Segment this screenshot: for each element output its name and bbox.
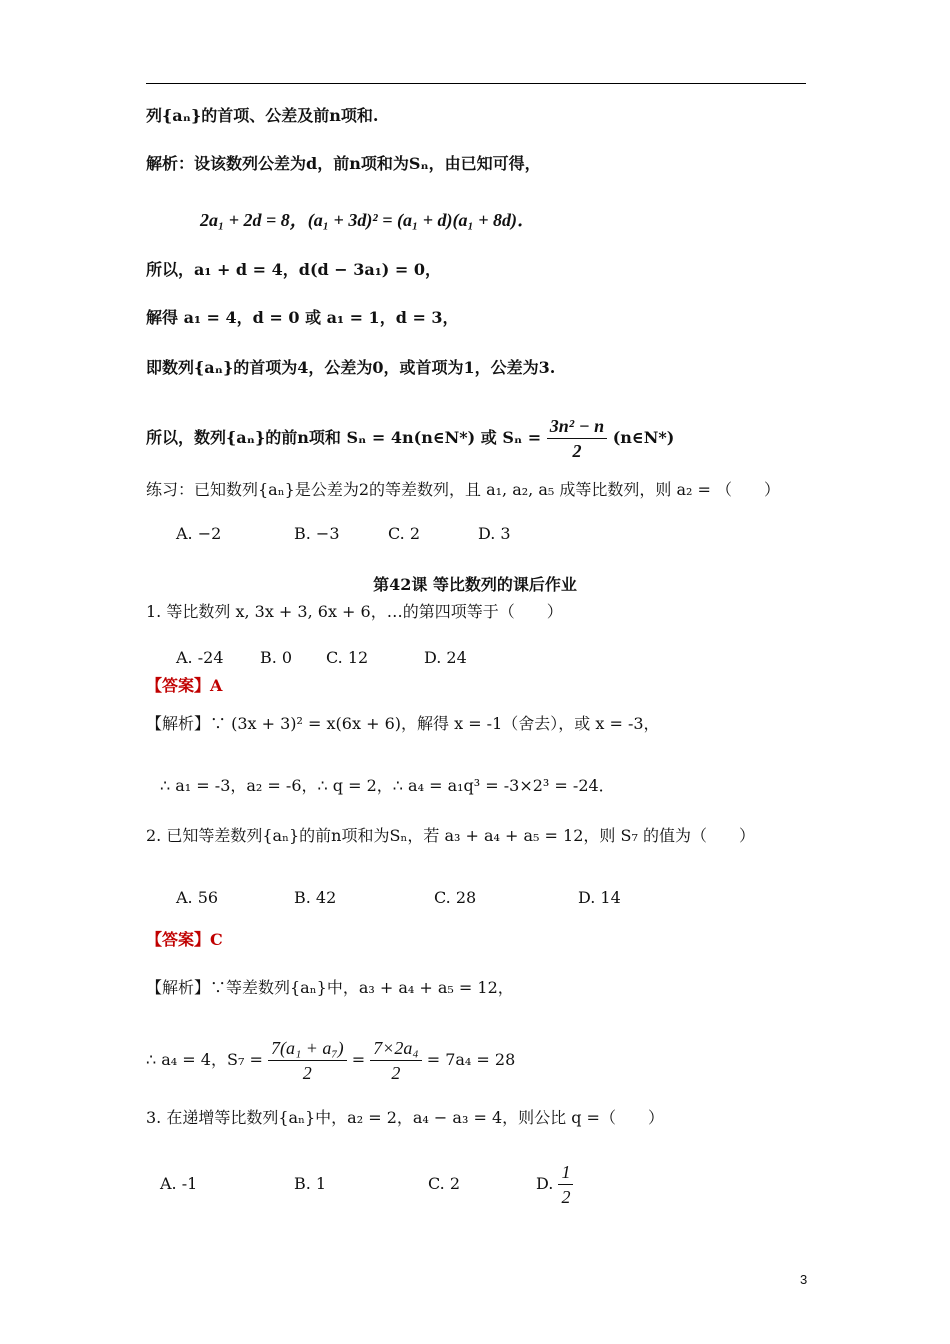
q1-option-d: D. 24 — [424, 648, 467, 667]
equation-1: 2a₁ + 2d = 8，(a₁ + 3d)² = (a₁ + d)(a₁ + 8d)． — [200, 210, 536, 230]
q3-option-d-fraction — [558, 1160, 573, 1209]
practice-option-a: A. −2 — [176, 524, 222, 543]
practice-option-b: B. −3 — [294, 524, 340, 543]
q2-fraction-1 — [268, 1036, 347, 1085]
practice-question: 练习：已知数列{aₙ}是公差为2的等差数列，且 a₁, a₂, a₅ 成等比数列，则 a₂ = （ ） — [146, 480, 780, 499]
sum-fraction-num: 3n² − n — [547, 414, 607, 439]
q1-option-c: C. 12 — [326, 648, 369, 667]
q2-mid-equals: = — [351, 1050, 366, 1069]
q3-option-d — [536, 1160, 573, 1209]
q2-fraction-1-den: 2 — [302, 1063, 312, 1083]
q2-option-d: D. 14 — [578, 888, 621, 907]
q2-fraction-2 — [370, 1036, 421, 1085]
q2-fraction-2-den: 2 — [391, 1063, 401, 1083]
q3-option-c: C. 2 — [428, 1174, 461, 1193]
q2-answer: 【答案】C — [146, 930, 223, 949]
q1-analysis-2: ∴ a₁ = -3，a₂ = -6，∴ q = 2，∴ a₄ = a₁q³ = -3×2³ = -24． — [160, 776, 615, 795]
q2-analysis-2-suffix: = 7a₄ = 28 — [426, 1050, 516, 1069]
q1-option-a: A. -24 — [176, 648, 224, 667]
q2-option-a: A. 56 — [176, 888, 219, 907]
q1-answer: 【答案】A — [146, 676, 223, 695]
q2-analysis-1: 【解析】∵等差数列{aₙ}中，a₃ + a₄ + a₅ = 12， — [146, 978, 514, 997]
q2-fraction-1-num: 7(a₁ + a₇) — [268, 1036, 347, 1061]
sum-fraction-den: 2 — [572, 441, 582, 461]
q1-option-b: B. 0 — [260, 648, 293, 667]
q2-option-c: C. 28 — [434, 888, 477, 907]
q2-option-b: B. 42 — [294, 888, 337, 907]
q2-analysis-2 — [146, 1036, 515, 1085]
q3-option-a: A. -1 — [160, 1174, 198, 1193]
q1-question: 1. 等比数列 x, 3x + 3, 6x + 6，…的第四项等于（ ） — [146, 602, 563, 621]
header-rule — [146, 83, 806, 84]
q3-option-d-num: 1 — [558, 1160, 573, 1185]
q1-analysis-1: 【解析】∵ (3x + 3)² = x(6x + 6)，解得 x = -1（舍去），或 x = -3， — [146, 714, 660, 733]
practice-option-d: D. 3 — [478, 524, 511, 543]
sum-suffix: (n∈N*) — [612, 428, 675, 447]
solve-line: 解得 a₁ = 4，d = 0 或 a₁ = 1，d = 3， — [146, 308, 459, 327]
q3-option-b: B. 1 — [294, 1174, 327, 1193]
analysis-line: 解析：设该数列公差为d，前n项和为Sₙ，由已知可得， — [146, 154, 541, 173]
q2-fraction-2-num: 7×2a₄ — [370, 1036, 421, 1061]
q2-question: 2. 已知等差数列{aₙ}的前n项和为Sₙ，若 a₃ + a₄ + a₅ = 12，则 S₇ 的值为（ ） — [146, 826, 755, 845]
q3-option-d-label: D. — [536, 1174, 554, 1193]
q3-option-d-den: 2 — [561, 1187, 571, 1207]
intro-line1: 列{aₙ}的首项、公差及前n项和. — [146, 106, 379, 125]
so-line-1: 所以，a₁ + d = 4，d(d − 3a₁) = 0， — [146, 260, 442, 279]
homework-title: 第42课 等比数列的课后作业 — [373, 575, 577, 594]
sum-fraction — [547, 414, 607, 463]
sum-prefix: 所以，数列{aₙ}的前n项和 Sₙ = 4n(n∈N*) 或 Sₙ = — [146, 428, 542, 447]
conclusion-line: 即数列{aₙ}的首项为4，公差为0，或首项为1，公差为3. — [146, 358, 556, 377]
practice-option-c: C. 2 — [388, 524, 421, 543]
page-number: 3 — [800, 1272, 808, 1287]
q3-question: 3. 在递增等比数列{aₙ}中，a₂ = 2，a₄ − a₃ = 4，则公比 q =（ ） — [146, 1108, 664, 1127]
sum-formula-line — [146, 414, 674, 463]
q2-analysis-2-prefix: ∴ a₄ = 4，S₇ = — [146, 1050, 263, 1069]
